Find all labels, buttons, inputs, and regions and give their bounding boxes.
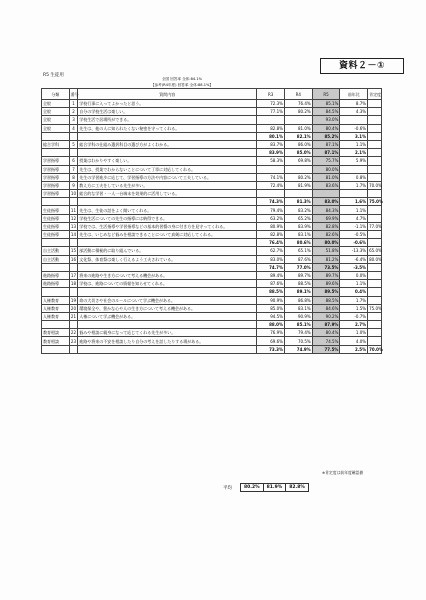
table-row	[42, 190, 382, 198]
header-r3: R3	[257, 89, 285, 100]
subtotal-diff: 0.4%	[340, 288, 368, 296]
subtotal-affirmation	[368, 321, 382, 329]
row-affirmation	[368, 312, 382, 320]
row-r4: 88.5%	[284, 280, 312, 288]
row-no: 2	[69, 108, 78, 116]
row-r5: 80.4%	[312, 329, 340, 337]
row-r3: 94.5%	[257, 312, 285, 320]
row-question: 進路や将来の不安を相談したり自分の考えを話したりする場がある。	[78, 337, 257, 345]
empty-cell	[42, 288, 70, 296]
row-no: 6	[69, 157, 78, 165]
row-category: 人権教育	[42, 304, 70, 312]
row-no: 16	[70, 256, 76, 262]
row-r4: 90.9%	[284, 312, 312, 320]
row-diff: 1.7%	[340, 181, 368, 189]
row-r3: 79.4%	[257, 206, 285, 214]
row-r3: 85.0%	[257, 304, 285, 312]
row-category: 教育相談	[42, 337, 70, 345]
row-category: 学習指導	[42, 157, 70, 165]
row-question: 先生は、授業でわからないことについて丁寧に対応してくれる。	[78, 165, 257, 173]
row-question: 総合的な学習・一人一台端末を効果的に活用している。	[78, 190, 257, 198]
row-r5: 85.1%	[312, 100, 340, 108]
row-r5: 84.6%	[312, 304, 340, 312]
row-r3: 72.4%	[257, 181, 285, 189]
row-question: 先生は、生徒の話をよく聞いてくれる。	[78, 206, 257, 214]
subtotal-r3: 83.9%	[257, 149, 285, 157]
row-category: 教育相談	[42, 329, 70, 337]
subtotal-diff: 2.7%	[340, 321, 368, 329]
row-diff	[340, 165, 368, 173]
row-r4: 83.2%	[284, 206, 312, 214]
row-affirmation	[368, 231, 382, 239]
row-r5: 87.1%	[312, 140, 340, 148]
row-r4: 69.8%	[284, 157, 312, 165]
row-r5: 82.6%	[312, 231, 340, 239]
row-r5: 90.2%	[312, 312, 340, 320]
row-r3: 82.8%	[257, 231, 285, 239]
subtotal-r5: 85.2%	[312, 132, 340, 140]
row-r3	[257, 165, 285, 173]
subtotal-affirmation	[368, 239, 382, 247]
table-row	[42, 214, 382, 222]
subtotal-r3: 80.1%	[257, 132, 285, 140]
row-diff: 1.0%	[340, 329, 368, 337]
table-row	[42, 280, 382, 288]
row-question: 学校生活で居場所ができる。	[78, 116, 257, 124]
row-diff: -13.3%	[340, 247, 368, 255]
row-question: 学校では、生活指導や学習指導などの基本的習慣の身に付き方を見守ってくれる。	[78, 222, 257, 230]
row-category: 自主活動	[42, 255, 70, 263]
row-affirmation: 77.0%	[369, 223, 382, 229]
empty-cell	[69, 288, 78, 296]
row-r3: 89.4%	[257, 271, 285, 279]
table-row	[42, 124, 382, 132]
row-affirmation	[368, 173, 382, 181]
row-r5: 81.2%	[312, 255, 340, 263]
row-no: 23	[70, 338, 76, 344]
table-row	[42, 337, 382, 345]
subtotal-row	[42, 321, 382, 329]
subtotal-r3: 88.5%	[257, 288, 285, 296]
subtotal-r4: 80.6%	[284, 239, 312, 247]
subtotal-affirmation	[368, 149, 382, 157]
subtotal-row	[42, 149, 382, 157]
row-diff: 1.5%	[340, 304, 368, 312]
subtotal-r5: 83.0%	[312, 198, 340, 206]
empty-cell	[42, 345, 70, 353]
average-r3: 80.2%	[241, 484, 264, 492]
row-diff: 4.7%	[340, 214, 368, 222]
subtotal-r5: 77.5%	[312, 345, 340, 353]
row-category: 人権教育	[42, 312, 70, 320]
row-question: 総合学科の仕組み選択科目の選び方がよくわかる。	[78, 140, 257, 148]
row-r4: 80.2%	[284, 108, 312, 116]
row-category: 全般	[42, 100, 70, 108]
subtotal-affirmation	[368, 132, 382, 140]
empty-cell	[69, 198, 78, 206]
row-r3: 90.9%	[257, 296, 285, 304]
row-r5: 89.6%	[312, 280, 340, 288]
row-question: 将来の進路や生き方について考える機会がある。	[78, 271, 257, 279]
row-r3: 76.9%	[257, 329, 285, 337]
row-r5: 89.7%	[312, 271, 340, 279]
note-line: 【参考(R4年度) 回答率 全体:88.1%】	[150, 82, 214, 87]
row-r3: 58.3%	[257, 157, 285, 165]
row-no: 14	[70, 232, 76, 238]
row-r3: 69.6%	[257, 337, 285, 345]
table-row	[42, 312, 382, 320]
row-affirmation	[368, 108, 382, 116]
row-r4: 86.0%	[284, 140, 312, 148]
empty-cell	[78, 239, 257, 247]
row-question: 学校行事に入ってよかったと思う。	[78, 100, 257, 108]
row-affirmation	[368, 116, 382, 124]
table-row	[42, 140, 382, 148]
row-diff: 4.3%	[340, 108, 368, 116]
subtotal-row	[42, 345, 382, 353]
subtotal-r4: 85.1%	[284, 321, 312, 329]
subtotal-affirmation: 75.0%	[369, 199, 383, 205]
row-question: 学校生活についての先生の指導には納得できる。	[78, 214, 257, 222]
row-affirmation	[368, 280, 382, 288]
row-r3: 72.3%	[257, 100, 285, 108]
row-r5: 84.3%	[312, 206, 340, 214]
row-diff: 1.7%	[340, 296, 368, 304]
average-r5: 82.8%	[286, 484, 309, 492]
row-question: 部活動に積極的に取り組んでいる。	[78, 247, 257, 255]
row-diff: 8.7%	[340, 100, 368, 108]
table-row	[42, 329, 382, 337]
row-r5: 93.0%	[312, 116, 340, 124]
row-affirmation	[368, 190, 382, 198]
row-r5: 82.8%	[312, 222, 340, 230]
table-row	[42, 304, 382, 312]
row-affirmation	[368, 337, 382, 345]
subtotal-row	[42, 239, 382, 247]
row-question: 授業はわかりやすく楽しい。	[78, 157, 257, 165]
row-r5: 69.9%	[312, 214, 340, 222]
subtotal-r3: 74.3%	[257, 198, 285, 206]
row-affirmation	[368, 140, 382, 148]
row-r4	[284, 165, 312, 173]
row-no: 5	[69, 140, 78, 148]
row-affirmation	[368, 329, 382, 337]
row-r3: 74.1%	[257, 173, 285, 181]
row-category: 全般	[42, 124, 70, 132]
row-affirmation	[368, 214, 382, 222]
row-diff: -6.4%	[340, 255, 368, 263]
subtotal-diff: -3.5%	[340, 263, 368, 271]
row-r4: 83.1%	[284, 304, 312, 312]
row-r3: 80.9%	[257, 222, 285, 230]
row-affirmation	[368, 271, 382, 279]
row-category: 生徒指導	[42, 231, 70, 239]
row-diff: 0.8%	[340, 173, 368, 181]
row-r4: 87.6%	[284, 255, 312, 263]
row-diff: 4.0%	[340, 337, 368, 345]
row-category: 全般	[42, 108, 70, 116]
subtotal-diff: 3.1%	[340, 132, 368, 140]
row-diff: 0.0%	[340, 271, 368, 279]
row-diff	[340, 190, 368, 198]
row-no: 13	[70, 223, 76, 229]
row-r5: 81.0%	[312, 173, 340, 181]
row-no: 4	[69, 124, 78, 132]
row-r5: 80.0%	[312, 165, 340, 173]
row-r3	[257, 116, 285, 124]
subtotal-affirmation	[368, 288, 382, 296]
row-no: 18	[70, 281, 76, 287]
row-no: 19	[70, 297, 76, 303]
row-affirmation	[368, 100, 382, 108]
row-question: 悩みや相談に親身になって応じてくれる先生が多い。	[78, 329, 257, 337]
row-category: 生徒指導	[42, 214, 70, 222]
row-no: 21	[70, 313, 76, 319]
row-affirmation: 75.0%	[369, 305, 382, 311]
row-r4: 81.9%	[284, 181, 312, 189]
row-r4: 76.4%	[284, 100, 312, 108]
subtotal-diff: 2.5%	[340, 345, 368, 353]
row-category: 人権教育	[42, 296, 70, 304]
row-category: 生徒指導	[42, 206, 70, 214]
subtotal-diff: -0.6%	[340, 239, 368, 247]
survey-label: R5 生徒用	[43, 73, 64, 78]
table-row	[42, 181, 382, 189]
row-category: 全般	[42, 116, 70, 124]
empty-cell	[69, 239, 78, 247]
row-r4: 89.7%	[284, 271, 312, 279]
row-r4: 65.1%	[284, 247, 312, 255]
header-affirmation: 肯定度	[368, 89, 382, 100]
row-category: 学習指導	[42, 165, 70, 173]
row-diff: -0.7%	[340, 312, 368, 320]
row-affirmation: 65.0%	[369, 248, 382, 254]
subtotal-r5: 73.5%	[312, 263, 340, 271]
row-r5	[312, 190, 340, 198]
row-no: 10	[70, 191, 76, 197]
table-row	[42, 231, 382, 239]
row-affirmation: 80.0%	[369, 256, 382, 262]
row-question: 環境保全や、豊かな心や人の生き方について考える機会がある。	[78, 304, 257, 312]
header-no: 番号	[69, 89, 78, 100]
empty-cell	[69, 345, 78, 353]
row-r5: 51.8%	[312, 247, 340, 255]
row-r3: 63.2%	[257, 214, 285, 222]
subtotal-diff: 2.1%	[340, 149, 368, 157]
subtotal-r4: 74.9%	[284, 345, 312, 353]
row-affirmation	[368, 296, 382, 304]
row-diff: 1.1%	[340, 280, 368, 288]
row-diff	[340, 116, 368, 124]
table-row	[42, 165, 382, 173]
row-r3: 87.6%	[257, 280, 285, 288]
row-no: 22	[70, 330, 76, 336]
row-r3: 82.8%	[257, 124, 285, 132]
header-r5: R5	[312, 89, 340, 100]
row-no: 20	[70, 305, 76, 311]
row-r4: 80.2%	[284, 173, 312, 181]
row-r5: 74.5%	[312, 337, 340, 345]
row-no: 9	[69, 181, 78, 189]
row-r4: 70.5%	[284, 337, 312, 345]
table-row	[42, 247, 382, 255]
row-r5: 75.7%	[312, 157, 340, 165]
subtotal-r4: 77.0%	[284, 263, 312, 271]
survey-results-table	[41, 88, 382, 354]
empty-cell	[42, 198, 70, 206]
empty-cell	[78, 263, 257, 271]
row-r4: 79.4%	[284, 329, 312, 337]
row-affirmation	[368, 157, 382, 165]
row-category: 進路指導	[42, 280, 70, 288]
row-r3: 83.0%	[257, 255, 285, 263]
row-question: 教え方に工夫をしている先生が多い。	[78, 181, 257, 189]
empty-cell	[42, 132, 70, 140]
table-row	[42, 206, 382, 214]
row-diff: -0.5%	[340, 231, 368, 239]
row-question: 人権について学ぶ機会がある。	[78, 312, 257, 320]
row-affirmation	[368, 124, 382, 132]
subtotal-affirmation	[368, 263, 382, 271]
header-category: 分類	[42, 89, 70, 100]
subtotal-r3: 73.3%	[257, 345, 285, 353]
row-r4: 83.9%	[284, 222, 312, 230]
empty-cell	[69, 321, 78, 329]
row-r5: 88.5%	[312, 296, 340, 304]
table-row	[42, 296, 382, 304]
empty-cell	[78, 149, 257, 157]
row-r3: 62.7%	[257, 247, 285, 255]
row-category: 生徒指導	[42, 222, 70, 230]
row-question: 先生の学習進歩に応じて、学習指導の方法や内容について工夫している。	[78, 173, 257, 181]
empty-cell	[78, 321, 257, 329]
row-question: 命の大切さや社会のルールについて学ぶ機会がある。	[78, 296, 257, 304]
empty-cell	[42, 263, 70, 271]
table-row	[42, 173, 382, 181]
row-question: 学校は、進路についての情報を知らせてくれる。	[78, 280, 257, 288]
empty-cell	[69, 263, 78, 271]
empty-cell	[78, 345, 257, 353]
header-r4: R4	[284, 89, 312, 100]
row-diff: 1.1%	[340, 140, 368, 148]
subtotal-r3: 74.7%	[257, 263, 285, 271]
subtotal-row	[42, 132, 382, 140]
row-r4	[284, 116, 312, 124]
row-diff: 5.9%	[340, 157, 368, 165]
row-r4: 65.2%	[284, 214, 312, 222]
row-no: 12	[70, 215, 76, 221]
row-diff: 1.1%	[340, 206, 368, 214]
empty-cell	[42, 149, 70, 157]
footnote: ※肯定度は前年度確認値	[322, 470, 364, 475]
row-question: 自分の学校生活は楽しい。	[78, 108, 257, 116]
subtotal-r5: 87.1%	[312, 149, 340, 157]
row-question: 先生は、他の人に知られたくない秘密を守ってくれる。	[78, 124, 257, 132]
subtotal-r5: 87.9%	[312, 321, 340, 329]
empty-cell	[78, 132, 257, 140]
row-no: 17	[70, 273, 76, 279]
row-category: 学習指導	[42, 190, 70, 198]
empty-cell	[78, 198, 257, 206]
table-row	[42, 100, 382, 108]
document-id-badge: 資料２－①	[320, 58, 404, 74]
row-category: 総合学科	[42, 140, 70, 148]
subtotal-r3: 76.4%	[257, 239, 285, 247]
row-r4: 86.8%	[284, 296, 312, 304]
table-row	[42, 108, 382, 116]
empty-cell	[69, 149, 78, 157]
table-row	[42, 157, 382, 165]
subtotal-diff: 1.6%	[340, 198, 368, 206]
row-category: 進路指導	[42, 271, 70, 279]
subtotal-affirmation: 70.0%	[369, 346, 383, 352]
subtotal-r5: 80.0%	[312, 239, 340, 247]
row-r4: 83.1%	[284, 231, 312, 239]
average-r4: 81.9%	[263, 484, 286, 492]
row-category: 学習指導	[42, 181, 70, 189]
header-question: 質問内容	[78, 89, 257, 100]
subtotal-row	[42, 263, 382, 271]
row-affirmation	[368, 165, 382, 173]
row-r3: 77.1%	[257, 108, 285, 116]
row-diff: -1.1%	[340, 222, 368, 230]
subtotal-row	[42, 198, 382, 206]
average-row	[220, 483, 309, 492]
table-row	[42, 271, 382, 279]
row-r4	[284, 190, 312, 198]
table-row	[42, 222, 382, 230]
subtotal-r3: 88.0%	[257, 321, 285, 329]
row-no: 11	[70, 207, 76, 213]
table-row	[42, 255, 382, 263]
row-r5: 80.4%	[312, 124, 340, 132]
row-r5: 83.6%	[312, 181, 340, 189]
empty-cell	[78, 288, 257, 296]
empty-cell	[42, 321, 70, 329]
row-no: 8	[69, 173, 78, 181]
subtotal-r5: 89.5%	[312, 288, 340, 296]
table-header-row	[42, 89, 382, 100]
row-affirmation	[368, 206, 382, 214]
empty-cell	[42, 239, 70, 247]
row-question: 文化祭、体育祭は楽しく行えるよう工夫されている。	[78, 255, 257, 263]
header-diff: 前年比	[340, 89, 368, 100]
row-no: 15	[70, 248, 76, 254]
empty-cell	[69, 132, 78, 140]
row-category: 自主活動	[42, 247, 70, 255]
row-r3: 83.7%	[257, 140, 285, 148]
subtotal-r4: 81.3%	[284, 198, 312, 206]
subtotal-r4: 85.0%	[284, 149, 312, 157]
row-r5: 84.5%	[312, 108, 340, 116]
row-no: 1	[69, 100, 78, 108]
row-category: 学習指導	[42, 173, 70, 181]
note-line: 全国 回答率 全体:84.1%	[161, 77, 203, 81]
row-r4: 81.0%	[284, 124, 312, 132]
row-diff: -0.6%	[340, 124, 368, 132]
row-question: 先生は、いじめなど悩みを相談できることについて真剣に対応してくれる。	[78, 231, 257, 239]
row-no: 7	[69, 165, 78, 173]
subtotal-row	[42, 288, 382, 296]
row-affirmation: 70.0%	[369, 182, 382, 188]
table-row	[42, 116, 382, 124]
subtotal-r4: 82.1%	[284, 132, 312, 140]
average-label: 平均	[223, 485, 232, 491]
row-r3	[257, 190, 285, 198]
row-no: 3	[69, 116, 78, 124]
subtotal-r4: 89.1%	[284, 288, 312, 296]
